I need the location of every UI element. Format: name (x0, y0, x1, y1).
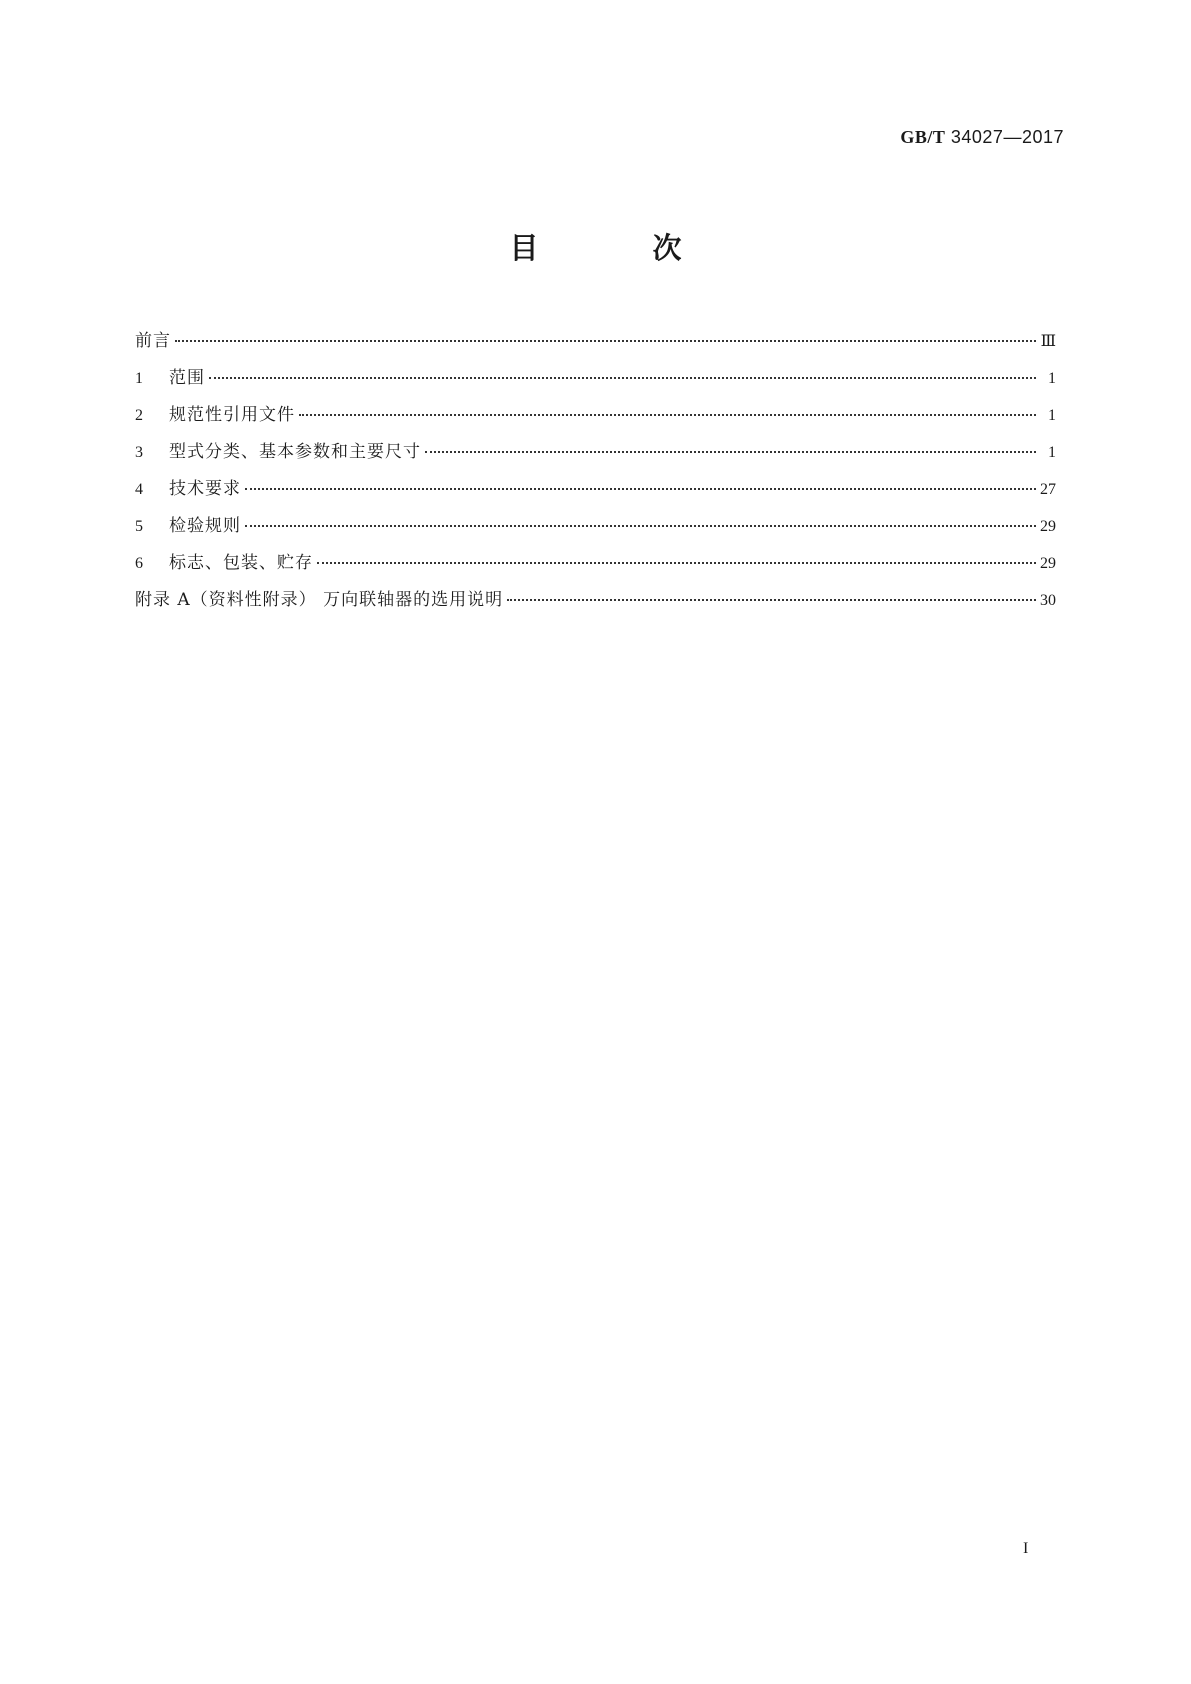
toc-entry-3[interactable] (135, 437, 1056, 474)
standard-prefix: GB/T (900, 127, 946, 147)
toc-entry-6[interactable] (135, 548, 1056, 585)
toc-entry-number: 6 (135, 555, 143, 572)
standard-number (900, 127, 1064, 148)
toc-entry-label: 附录 A（资料性附录） 万向联轴器的选用说明 (135, 590, 504, 610)
toc-entry-2[interactable] (135, 400, 1056, 437)
toc-leader-dots (317, 562, 1036, 564)
toc-entry-appendix-a[interactable] (135, 585, 1056, 622)
toc-entry-number: 2 (135, 407, 143, 424)
toc-entry-number: 1 (135, 370, 143, 387)
toc-leader-dots (299, 414, 1036, 416)
toc-leader-dots (507, 599, 1036, 601)
toc-entry-number: 4 (135, 481, 143, 498)
toc-title: 目 次 (509, 231, 734, 265)
page-number: I (1023, 1540, 1029, 1557)
toc-entry-page: 30 (1040, 592, 1056, 609)
table-of-contents (135, 326, 1056, 622)
toc-entry-page: Ⅲ (1040, 333, 1056, 350)
toc-leader-dots (209, 377, 1036, 379)
toc-entry-4[interactable] (135, 474, 1056, 511)
toc-entry-label: 范围 (169, 368, 205, 388)
toc-entry-label: 规范性引用文件 (169, 405, 295, 425)
toc-entry-page: 1 (1048, 444, 1056, 461)
toc-entry-1[interactable] (135, 363, 1056, 400)
toc-leader-dots (245, 525, 1036, 527)
toc-entry-page: 27 (1040, 481, 1056, 498)
toc-entry-page: 29 (1040, 555, 1056, 572)
toc-entry-number: 3 (135, 444, 143, 461)
toc-leader-dots (425, 451, 1036, 453)
toc-entry-label: 标志、包装、贮存 (169, 553, 313, 573)
toc-entry-page: 1 (1048, 407, 1056, 424)
toc-entry-label: 技术要求 (169, 479, 241, 499)
toc-leader-dots (175, 340, 1036, 342)
toc-entry-label: 前言 (135, 331, 171, 351)
toc-entry-number: 5 (135, 518, 143, 535)
toc-entry-label: 检验规则 (169, 516, 241, 536)
toc-entry-5[interactable] (135, 511, 1056, 548)
toc-entry-foreword[interactable] (135, 326, 1056, 363)
standard-code: 34027—2017 (950, 127, 1064, 147)
toc-entry-page: 1 (1048, 370, 1056, 387)
toc-entry-label: 型式分类、基本参数和主要尺寸 (169, 442, 421, 462)
toc-entry-page: 29 (1040, 518, 1056, 535)
toc-leader-dots (245, 488, 1036, 490)
